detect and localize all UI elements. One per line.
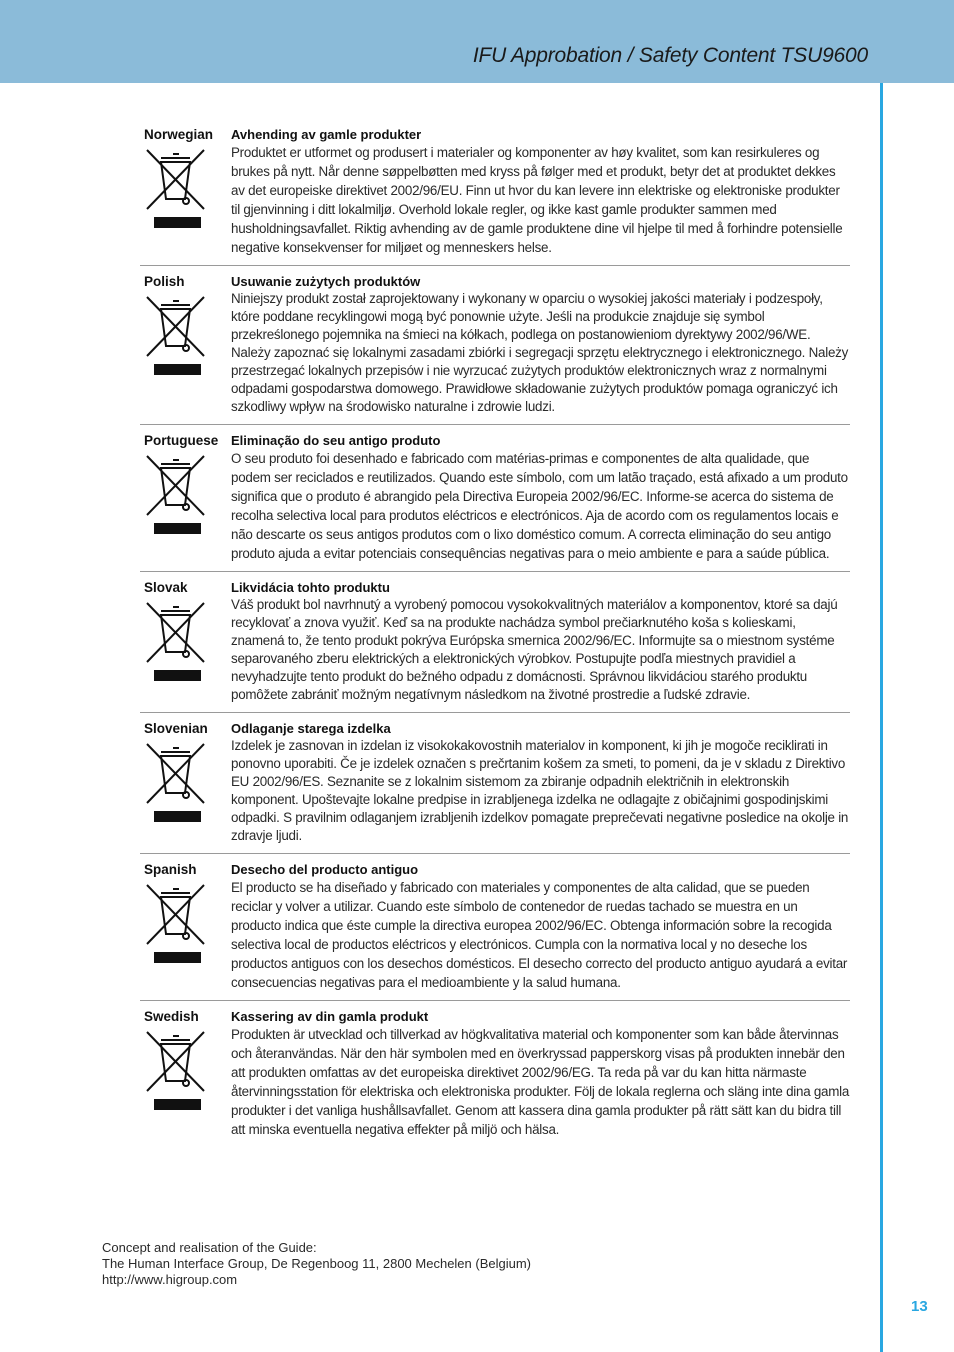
side-rule — [880, 83, 883, 1352]
section-body: El producto se ha diseñado y fabricado con materiales y componentes de alta calidad, que se pueden reciclar y volver a utilizar. Cuando este símbolo de contenedor de ruedas tachado se muestra en un producto indica que éste cumple la directiva europea 2002/96/EC. Obtenga información sobre la recogida selectiva local de productos eléctricos y electrónicos. Cumpla con la normativa local y no deseche los productos antiguos con los desechos domésticos. El desecho correcto del producto antiguo ayudará a evitar consecuencias negativas para el medioambiente y la salud humana. — [231, 880, 848, 990]
language-label: Slovak — [144, 580, 188, 595]
weee-crossed-bin-icon — [144, 1029, 208, 1115]
language-label: Swedish — [144, 1009, 199, 1024]
weee-crossed-bin-icon — [144, 453, 208, 539]
weee-crossed-bin-icon — [144, 147, 208, 233]
section-title: Desecho del producto antiguo — [231, 862, 419, 877]
language-label: Portuguese — [144, 433, 219, 448]
weee-crossed-bin-icon — [144, 600, 208, 686]
section-body: O seu produto foi desenhado e fabricado com matérias-primas e componentes de alta qualidade, que podem ser reciclados e reutilizados. Quando este símbolo, com um latão traçado, está afixado a um produto significa que o produto é abrangido pela Directiva Europeia 2002/96/EC. Informe-se acerca do sistema de recolha selectiva local para produtos eléctricos e electrónicos. Aja de acordo com os regulamentos locais e não descarte os seus antigos produtos com o lixo doméstico comum. A correcta eliminação do seu antigo produto ajuda a evitar potenciais consequências negativas para o meio ambiente e para a saúde pública. — [231, 451, 848, 561]
language-label: Polish — [144, 274, 185, 289]
page-title: IFU Approbation / Safety Content TSU9600 — [472, 44, 868, 67]
section-body: Izdelek je zasnovan in izdelan iz visokokakovostnih materialov in komponent, ki jih je mogoče reciklirati in ponovno uporabiti. Če je izdelek označen s prečrtanim košem za smeti, to pomeni, da je v skladu z Direktivo EU 2002/96/ES. Seznanite se z lokalnim sistemom za zbiranje odpadnih električnih in elektronskih komponent. Upoštevajte lokalne predpise in izrabljenega izdelka ne odlagajte z običajnimi gospodinjskimi odpadki. S pravilnim odlaganjem izrabljenih izdelkov pomagate preprečevati negativne posledice na okolje in zdravje ljudi. — [231, 738, 849, 843]
section-title: Kassering av din gamla produkt — [231, 1009, 429, 1024]
section-spanish — [140, 862, 850, 1001]
section-norwegian — [140, 127, 850, 266]
section-slovenian — [140, 721, 850, 854]
section-body: Produktet er utformet og produsert i materialer og komponenter av høy kvalitet, som kan resirkuleres og brukes på nytt. Når denne søppelbøtten med kryss på følger med et produkt, betyr det at produktet dekkes av det europeiske direktivet 2002/96/EU. Finn ut hvor du kan levere inn elektriske og elektroniske produkter til gjenvinning i ditt lokalmiljø. Overhold lokale regler, og ikke kast gamle produkter sammen med husholdningsavfallet. Riktig avhending av de gamle produktene dine vil hjelpe til med å forhindre potensielle negative konsekvenser for miljøet og menneskers helse. — [231, 145, 843, 255]
language-label: Slovenian — [144, 721, 208, 736]
disposal-sections — [140, 127, 850, 1155]
footer-credits — [102, 1240, 531, 1288]
weee-crossed-bin-icon — [144, 294, 208, 380]
footer-link[interactable]: http://www.higroup.com — [102, 1272, 238, 1287]
section-swedish — [140, 1009, 850, 1147]
section-slovak — [140, 580, 850, 713]
weee-crossed-bin-icon — [144, 882, 208, 968]
section-body: Váš produkt bol navrhnutý a vyrobený pomocou vysokokvalitných materiálov a komponentov, ktoré sa dajú recyklovať a znova využiť. Keď sa na produkte nachádza symbol prečiarknutého koša s kolieskami, znamená to, že tento produkt pokrýva Európska smernica 2002/96/EC. Informujte sa o miestnom systéme separovaného zberu elektrických a elektronických výrobkov. Postupujte podľa miestnych pravidiel a nevyhadzujte tento produkt do bežného odpadu z domácnosti. Správnou likvidáciou starého produktu pomôžete zabrániť možným negatívnym následkom na životné prostredie a ľudské zdravie. — [231, 597, 838, 702]
section-portuguese — [140, 433, 850, 572]
section-polish — [140, 274, 850, 425]
language-label: Norwegian — [144, 127, 214, 142]
header-band — [0, 0, 954, 83]
section-title: Odlaganje starega izdelka — [231, 721, 391, 736]
footer-line: Concept and realisation of the Guide: — [102, 1240, 317, 1255]
section-title: Eliminação do seu antigo produto — [231, 433, 441, 448]
section-title: Usuwanie zużytych produktów — [231, 274, 421, 289]
page-number: 13 — [911, 1298, 928, 1315]
language-label: Spanish — [144, 862, 197, 877]
section-body: Niniejszy produkt został zaprojektowany i wykonany w oparciu o wysokiej jakości materiały i podzespoły, które poddane recyklingowi mogą być ponownie użyte. Jeśli na produkcie znajduje się symbol przekreślonego pojemnika na śmieci na kółkach, podlega on postanowieniom dyrektywy 2002/96/WE. Należy zapoznać się lokalnymi zasadami zbiórki i segregacji sprzętu elektrycznego i elektronicznego. Należy przestrzegać lokalnych przepisów i nie wyrzucać zużytych produktów elektronicznych wraz z normalnymi odpadami gospodarstwa domowego. Prawidłowe składowanie zużytych produktów pomaga ograniczyć ich szkodliwy wpływ na środowisko naturalne i zdrowie ludzi. — [231, 291, 849, 414]
weee-crossed-bin-icon — [144, 741, 208, 827]
section-title: Avhending av gamle produkter — [231, 127, 422, 142]
section-body: Produkten är utvecklad och tillverkad av högkvalitativa material och komponenter som kan både återvinnas och återanvändas. När den här symbolen med en överkryssad papperskorg visas på produkten innebär den att produkten omfattas av det europeiska direktivet 2002/96/EG. Ta reda på var du kan hitta närmaste återvinningsstation för elektriska och elektroniska produkter. Följ de lokala reglerna och släng inte dina gamla produkter i det vanliga hushållsavfallet. Genom att kassera dina gamla produkter på rätt sätt kan du bidra till att minska eventuella negativa effekter på miljö och hälsa. — [231, 1027, 850, 1137]
section-title: Likvidácia tohto produktu — [231, 580, 390, 595]
footer-line: The Human Interface Group, De Regenboog 11, 2800 Mechelen (Belgium) — [102, 1256, 532, 1271]
